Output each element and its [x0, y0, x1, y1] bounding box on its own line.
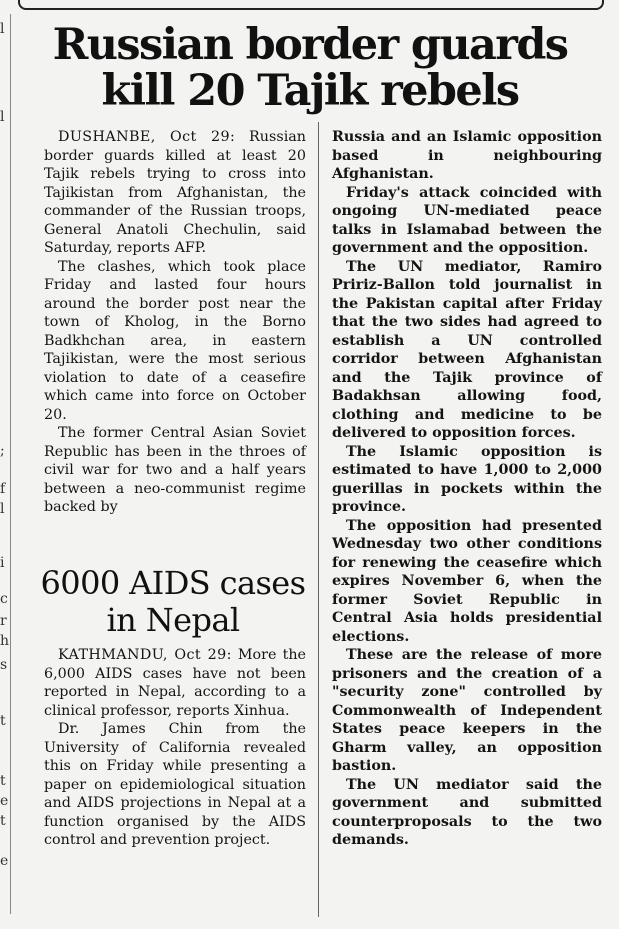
story1-column-2 [332, 128, 602, 850]
margin-fragment: s [0, 657, 8, 673]
story1-paragraph-7: The opposition had presented Wednesday two other conditions for renewing the ceasefire which expires November 6, when the former Soviet Republic in Central Asia holds presidential elections. [332, 517, 602, 645]
story1-paragraph-4: Friday's attack coincided with ongoing UN-mediated peace talks in Islamabad between the government and the opposition. [332, 184, 602, 256]
margin-fragment: r [0, 613, 7, 629]
story1-paragraph-8: These are the release of more prisoners and the creation of a "security zone" controlled by Commonwealth of Independent States peace keepers in the Gharm valley, an opposition bastion. [332, 647, 602, 774]
story1-column-1 [44, 128, 306, 517]
margin-fragment: t [0, 813, 6, 829]
story2-headline [28, 565, 318, 639]
margin-fragment: l [0, 501, 5, 517]
margin-fragment: ; [0, 443, 5, 459]
story1-paragraph-2: The clashes, which took place Friday and lasted four hours around the border post near the town of Kholog, in the Borno Badkhchan area, in eastern Tajikistan, were the most serious violation to date of a ceasefire which came into force on October 20. [44, 258, 306, 423]
story1-paragraph-1 [44, 128, 306, 258]
story1-paragraph-9: The UN mediator said the government and submitted counterproposals to the two demands. [332, 776, 602, 848]
dateline: DUSHANBE, Oct 29: [58, 129, 236, 145]
margin-fragment: e [0, 793, 9, 809]
headline-line-2: in Nepal [106, 601, 240, 639]
story1-paragraph-6: The Islamic opposition is estimated to have 1,000 to 2,000 guerillas in pockets within the province. [332, 443, 602, 515]
story1-paragraph-5: The UN mediator, Ramiro Pririz-Ballon told journalist in the Pakistan capital after Friday that the two sides had agreed to establish a UN controlled corridor between Afghanistan and the Tajik province of Badakhsan allowing food, clothing and medicine to be delivered to opposition forces. [332, 258, 602, 441]
margin-fragment: h [0, 633, 10, 649]
headline-line-1: Russian border guards [52, 20, 568, 70]
paragraph-text: More the 6,000 AIDS cases have not been reported in Nepal, according to a clinical professor, reports Xinhua. [44, 647, 306, 719]
margin-fragment: l [0, 109, 5, 125]
margin-fragment: i [0, 555, 5, 571]
dateline: KATHMANDU, Oct 29: [58, 647, 232, 663]
top-border-frame [18, 0, 604, 10]
margin-fragment: l [0, 21, 5, 37]
story2-paragraph-1 [44, 646, 306, 720]
story2-column [44, 646, 306, 850]
story1-paragraph-3: The former Central Asian Soviet Republic has been in the throes of civil war for two and a half years between a neo-communist regime backed by [44, 425, 306, 515]
margin-fragment: f [0, 481, 6, 497]
story2-paragraph-2: Dr. James Chin from the University of California revealed this on Friday while presenting a paper on epidemiological situation and AIDS projections in Nepal at a function organised by the AIDS control and prevention project. [44, 721, 306, 848]
margin-fragment: t [0, 773, 6, 789]
left-margin-column-fragment [0, 14, 11, 914]
margin-fragment: c [0, 591, 8, 607]
story-headline [20, 22, 600, 114]
margin-fragment: t [0, 713, 6, 729]
paragraph-text: Russian border guards killed at least 20 Tajik rebels trying to cross into Tajikistan from Afghanistan, the commander of the Russian troops, General Anatoli Chechulin, said Saturday, reports AFP. [44, 129, 306, 256]
margin-fragment: e [0, 853, 9, 869]
headline-line-2: kill 20 Tajik rebels [101, 66, 519, 116]
headline-line-1: 6000 AIDS cases [40, 564, 306, 602]
story1-continued-paragraph: Russia and an Islamic opposition based in neighbouring Afghanistan. [332, 129, 602, 182]
column-divider [318, 122, 319, 917]
